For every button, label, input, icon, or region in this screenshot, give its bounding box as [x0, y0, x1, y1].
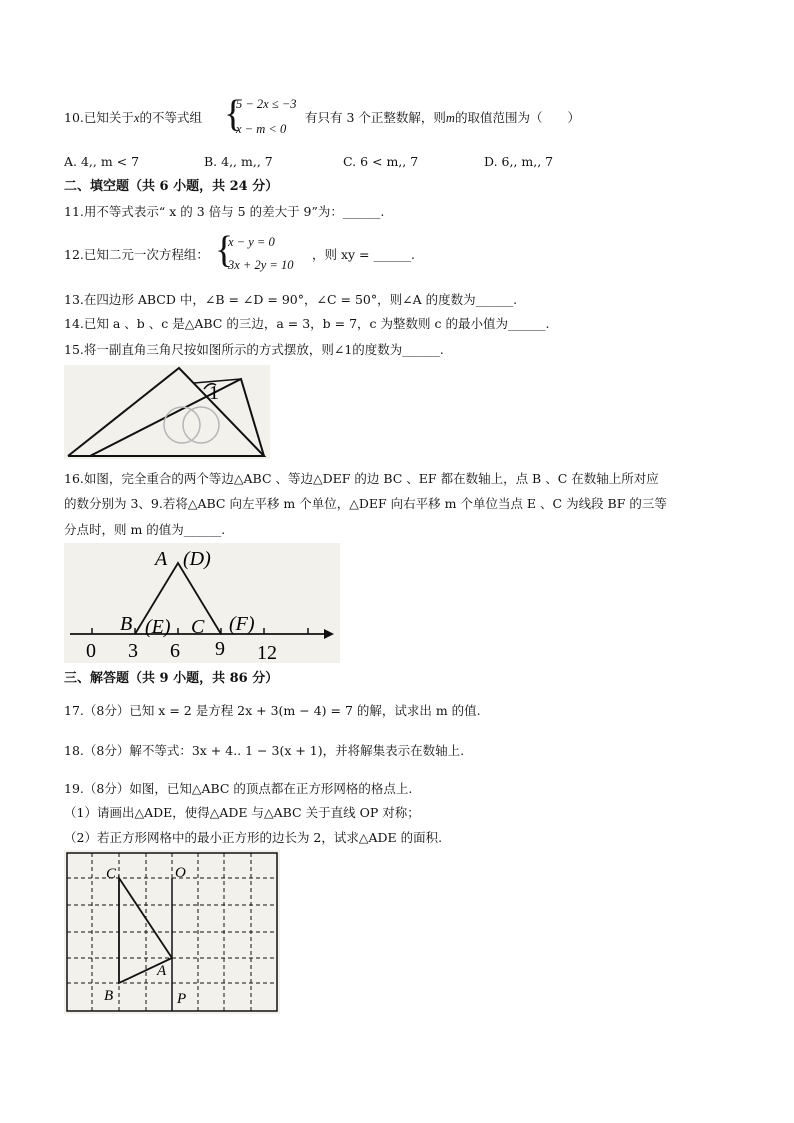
q10-option-a: A. 4,, m < 7 [64, 154, 140, 169]
q15-angle-label: 1 [209, 382, 219, 404]
q17-text: 17.（8分）已知 x = 2 是方程 2x + 3(m − 4) = 7 的解，试求出 m 的值. [64, 703, 481, 718]
q10-inequality-1: 5 − 2x ≤ −3 [236, 97, 297, 111]
q10-stem [64, 110, 202, 126]
q12-equation-2: 3x + 2y = 10 [228, 258, 294, 272]
q10-inequality-2: x − m < 0 [236, 122, 287, 136]
q19-label-b: B [104, 988, 114, 1004]
q19-label-o: O [175, 865, 186, 881]
q16-label-b: B [120, 613, 133, 635]
q19-line-3: （2）若正方形网格中的最小正方形的边长为 2，试求△ADE 的面积. [64, 830, 443, 845]
q19-label-c: C [106, 866, 117, 882]
q16-tick-label-0: 0 [86, 640, 96, 662]
q12-prefix: 12.已知二元一次方程组： [64, 247, 209, 262]
q16-number-line-figure [64, 543, 340, 663]
q12-system-brace: { [215, 229, 234, 271]
q10-option-c: C. 6 < m,, 7 [343, 154, 419, 169]
q10-prefix: 10.已知关于 [64, 110, 134, 125]
q10-suffix [305, 110, 580, 126]
q10-var-m: m [445, 111, 455, 125]
q16-line-1: 16.如图，完全重合的两个等边△ABC 、等边△DEF 的边 BC 、EF 都在数轴上，点 B 、C 在数轴上所对应 [64, 471, 659, 486]
q19-line-2: （1）请画出△ADE，使得△ADE 与△ABC 关于直线 OP 对称； [64, 805, 420, 820]
q16-tick-label-9: 9 [215, 638, 225, 660]
q11-text: 11.用不等式表示“ x 的 3 倍与 5 的差大于 9”为：______. [64, 204, 385, 219]
q16-label-e: (E) [145, 616, 171, 638]
q14-text: 14.已知 a 、b 、c 是△ABC 的三边，a = 3，b = 7，c 为整数则 c 的最小值为______. [64, 316, 550, 331]
q16-label-d: (D) [183, 548, 211, 570]
q15-triangle-figure [64, 365, 270, 459]
q16-tick-label-12: 12 [257, 642, 277, 663]
q16-label-f: (F) [229, 613, 255, 635]
q16-tick-label-3: 3 [128, 640, 138, 662]
q12-suffix: ，则 xy = ______. [312, 247, 415, 262]
q10-var-x: x [133, 111, 140, 125]
q16-line-3: 分点时，则 m 的值为______. [64, 522, 226, 537]
q19-label-a: A [157, 963, 167, 979]
q10-suffix-a: 有只有 3 个正整数解，则 [305, 110, 446, 125]
q16-label-a: A [155, 548, 168, 570]
q13-text: 13.在四边形 ABCD 中，∠B = ∠D = 90°，∠C = 50°，则∠A 的度数为______. [64, 292, 518, 307]
q10-option-d: D. 6,, m,, 7 [484, 154, 554, 169]
q15-text: 15.将一副直角三角尺按如图所示的方式摆放，则∠1的度数为______. [64, 342, 444, 357]
q10-mid: 的不等式组 [139, 110, 202, 125]
q16-tick-label-6: 6 [170, 640, 180, 662]
q19-line-1: 19.（8分）如图，已知△ABC 的顶点都在正方形网格的格点上. [64, 781, 413, 796]
q19-grid-figure [64, 850, 280, 1014]
q18-text: 18.（8分）解不等式：3x + 4.. 1 − 3(x + 1)，并将解集表示在数轴上. [64, 743, 465, 758]
q10-system-brace: { [224, 93, 243, 135]
q16-line-2: 的数分别为 3、9.若将△ABC 向左平移 m 个单位，△DEF 向右平移 m 个单位当点 E 、C 为线段 BF 的三等 [64, 496, 667, 511]
q12-equation-1: x − y = 0 [228, 235, 275, 249]
section2-title: 二、填空题（共 6 小题，共 24 分） [64, 179, 279, 194]
q10-option-b: B. 4,, m,, 7 [204, 154, 273, 169]
section3-title: 三、解答题（共 9 小题，共 86 分） [64, 671, 279, 686]
q16-label-c: C [191, 616, 205, 638]
q10-suffix-b: 的取值范围为（ ） [454, 110, 580, 125]
q19-label-p: P [177, 991, 187, 1007]
